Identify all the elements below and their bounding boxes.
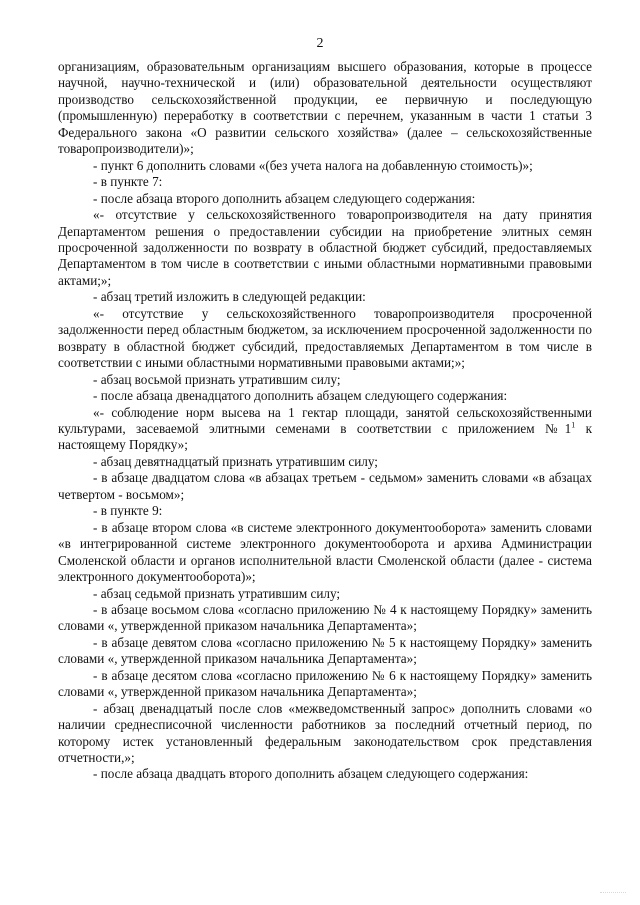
paragraph-nineteenth-invalid: - абзац девятнадцатый признать утратившим силу;	[93, 453, 378, 469]
appendix-superscript: 1	[571, 420, 576, 430]
paragraph-item-6: - пункт 6 дополнить словами «(без учета налога на добавленную стоимость)»;	[93, 157, 533, 173]
paragraph-twelfth-add-request: - абзац двенадцатый после слов «межведомственный запрос» дополнить словами «о наличии среднесписочной численности работников за последний отчетный период, по которому истек установленный федеральным законодательством срок представления отчетности,»;	[58, 700, 592, 766]
paragraph-third-new-wording: - абзац третий изложить в следующей редакции:	[93, 289, 366, 305]
paragraph-add-after-second: - после абзаца второго дополнить абзацем следующего содержания:	[93, 190, 476, 206]
document-body	[58, 59, 592, 783]
paragraph-add-after-twelfth: - после абзаца двенадцатого дополнить абзацем следующего содержания:	[93, 388, 508, 404]
paragraph-item-7-heading: - в пункте 7:	[93, 174, 163, 190]
paragraph-second-replace-edm: - в абзаце втором слова «в системе электронного документооборота» заменить словами «в интегрированной системе электронного документооборота и архива Администрации Смоленской области и органов исполнительной власти Смоленской области (далее - система электронного документооборота)»;	[58, 519, 592, 585]
paragraph-tenth-replace-appendix-6: - в абзаце десятом слова «согласно приложению № 6 к настоящему Порядку» заменить словами «, утвержденной приказом начальника Департамента»;	[58, 667, 592, 700]
paragraph-eighth-invalid: - абзац восьмой признать утратившим силу;	[93, 371, 341, 387]
paragraph-ninth-replace-appendix-5: - в абзаце девятом слова «согласно приложению № 5 к настоящему Порядку» заменить словами «, утвержденной приказом начальника Департамента»;	[58, 634, 592, 667]
paragraph-add-after-twenty-second: - после абзаца двадцать второго дополнить абзацем следующего содержания:	[93, 766, 529, 782]
scan-artifact	[600, 892, 626, 895]
paragraph-quote-no-overdue-debt: «- отсутствие у сельскохозяйственного товаропроизводителя просроченной задолженности перед областным бюджетом, за исключением просроченной задолженности по возврату в областной бюджет субсидий, предоставляемых Департаментом в том числе в соответствии с иными областными нормативными правовыми актами;»;	[58, 305, 592, 371]
paragraph-quote-no-overdue-subsidy: «- отсутствие у сельскохозяйственного товаропроизводителя на дату принятия Департаментом решения о предоставлении субсидии на приобретение элитных семян просроченной задолженности по возврату в областной бюджет субсидий, предоставляемых Департаментом в том числе в соответствии с иными областными нормативными правовыми актами;»;	[58, 207, 592, 288]
seeding-norms-text-end: к настоящему Порядку»;	[58, 420, 592, 453]
page-number: 2	[316, 36, 324, 51]
paragraph-item-9-heading: - в пункте 9:	[93, 503, 163, 519]
paragraph-eighth-replace-appendix-4: - в абзаце восьмом слова «согласно приложению № 4 к настоящему Порядку» заменить словами «, утвержденной приказом начальника Департамента»;	[58, 601, 592, 634]
paragraph-quote-seeding-norms	[58, 405, 592, 454]
paragraph-seventh-invalid: - абзац седьмой признать утратившим силу;	[93, 585, 341, 601]
seeding-norms-text: «- соблюдение норм высева на 1 гектар площади, занятой сельскохозяйственными культурами, засеваемой элитными семенами в соответствии с приложением №1	[58, 404, 592, 436]
paragraph-twentieth-replace: - в абзаце двадцатом слова «в абзацах третьем - седьмом» заменить словами «в абзацах четвертом - восьмом»;	[58, 470, 592, 502]
paragraph-continuation: организациям, образовательным организациям высшего образования, которые в процессе научной, научно-технической и (или) образовательной деятельности осуществляют производство сельскохозяйственной продукции, ее первичную и последующую (промышленную) переработку в соответствии с перечнем, указанным в части 1 статьи 3 Федерального закона «О развитии сельского хозяйства» (далее – сельскохозяйственные товаропроизводители)»;	[58, 59, 592, 157]
